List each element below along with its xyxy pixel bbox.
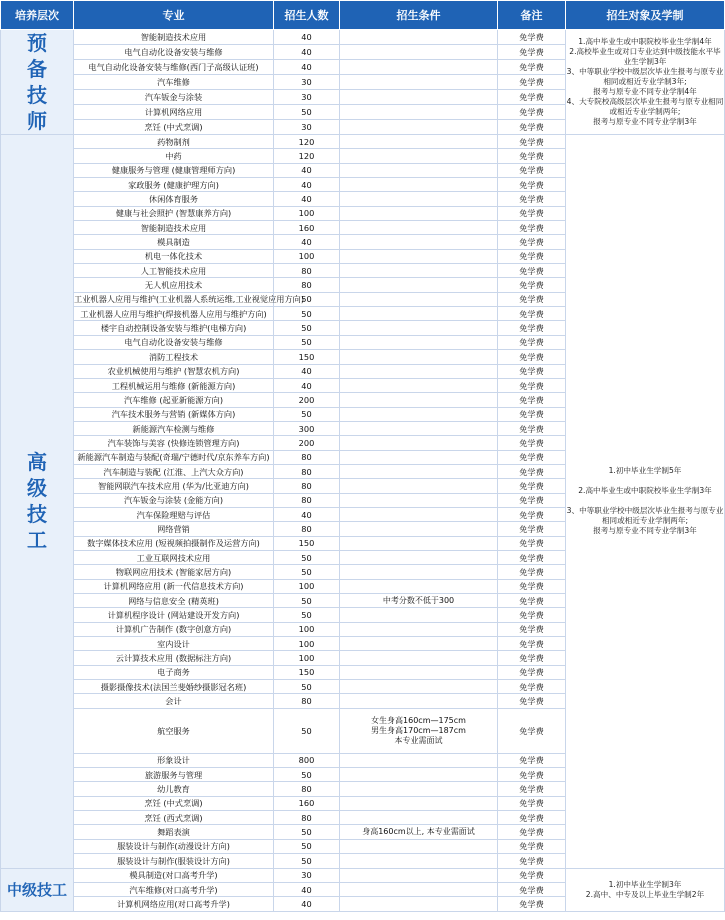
table-row bbox=[1, 135, 725, 149]
count-cell: 40 bbox=[274, 882, 340, 896]
condition-cell bbox=[340, 378, 498, 392]
fee-cell: 免学费 bbox=[498, 307, 566, 321]
table-body bbox=[1, 30, 725, 912]
condition-cell bbox=[340, 364, 498, 378]
major-cell: 健康与社会照护 (智慧康养方向) bbox=[74, 206, 274, 220]
major-cell: 形象设计 bbox=[74, 753, 274, 767]
major-cell: 模具制造(对口高考升学) bbox=[74, 868, 274, 882]
condition-cell bbox=[340, 651, 498, 665]
fee-cell: 免学费 bbox=[498, 507, 566, 521]
major-cell: 计算机程序设计 (网站建设开发方向) bbox=[74, 608, 274, 622]
count-cell: 50 bbox=[274, 854, 340, 868]
count-cell: 40 bbox=[274, 192, 340, 206]
fee-cell: 免学费 bbox=[498, 393, 566, 407]
count-cell: 50 bbox=[274, 105, 340, 120]
level-preparatory-technician: 预备技师 bbox=[1, 30, 74, 135]
count-cell: 100 bbox=[274, 651, 340, 665]
fee-cell: 免学费 bbox=[498, 651, 566, 665]
count-cell: 50 bbox=[274, 839, 340, 853]
condition-cell bbox=[340, 622, 498, 636]
fee-cell: 免学费 bbox=[498, 249, 566, 263]
fee-cell: 免学费 bbox=[498, 178, 566, 192]
fee-cell: 免学费 bbox=[498, 436, 566, 450]
condition-cell bbox=[340, 278, 498, 292]
condition-cell bbox=[340, 882, 498, 896]
count-cell: 80 bbox=[274, 811, 340, 825]
level-intermediate-technician: 中级技工 bbox=[1, 868, 74, 911]
header-remark: 备注 bbox=[498, 1, 566, 30]
fee-cell: 免学费 bbox=[498, 768, 566, 782]
fee-cell: 免学费 bbox=[498, 221, 566, 235]
fee-cell: 免学费 bbox=[498, 264, 566, 278]
major-cell: 旅游服务与管理 bbox=[74, 768, 274, 782]
condition-cell bbox=[340, 436, 498, 450]
count-cell: 40 bbox=[274, 60, 340, 75]
fee-cell: 免学费 bbox=[498, 60, 566, 75]
count-cell: 150 bbox=[274, 536, 340, 550]
major-cell: 烹饪 (中式烹调) bbox=[74, 796, 274, 810]
major-cell: 健康服务与管理 (健康管理师方向) bbox=[74, 163, 274, 177]
fee-cell: 免学费 bbox=[498, 421, 566, 435]
fee-cell: 免学费 bbox=[498, 782, 566, 796]
fee-cell: 免学费 bbox=[498, 536, 566, 550]
count-cell: 50 bbox=[274, 550, 340, 564]
count-cell: 50 bbox=[274, 407, 340, 421]
major-cell: 智能制造技术应用 bbox=[74, 221, 274, 235]
fee-cell: 免学费 bbox=[498, 897, 566, 911]
fee-cell: 免学费 bbox=[498, 30, 566, 45]
condition-cell bbox=[340, 665, 498, 679]
major-cell: 电气自动化设备安装与维修(西门子高级认证班) bbox=[74, 60, 274, 75]
fee-cell: 免学费 bbox=[498, 192, 566, 206]
fee-cell: 免学费 bbox=[498, 594, 566, 608]
fee-cell: 免学费 bbox=[498, 407, 566, 421]
fee-cell: 免学费 bbox=[498, 450, 566, 464]
fee-cell: 免学费 bbox=[498, 565, 566, 579]
count-cell: 40 bbox=[274, 364, 340, 378]
condition-cell bbox=[340, 637, 498, 651]
major-cell: 服装设计与制作(动漫设计方向) bbox=[74, 839, 274, 853]
condition-cell bbox=[340, 221, 498, 235]
major-cell: 休闲体育服务 bbox=[74, 192, 274, 206]
count-cell: 30 bbox=[274, 90, 340, 105]
count-cell: 80 bbox=[274, 464, 340, 478]
major-cell: 中药 bbox=[74, 149, 274, 163]
condition-cell bbox=[340, 90, 498, 105]
count-cell: 50 bbox=[274, 680, 340, 694]
major-cell: 汽车维修 (起亚新能源方向) bbox=[74, 393, 274, 407]
major-cell: 楼宇自动控制设备安装与维护(电梯方向) bbox=[74, 321, 274, 335]
count-cell: 200 bbox=[274, 393, 340, 407]
fee-cell: 免学费 bbox=[498, 839, 566, 853]
header-major: 专业 bbox=[74, 1, 274, 30]
fee-cell: 免学费 bbox=[498, 854, 566, 868]
count-cell: 160 bbox=[274, 221, 340, 235]
condition-cell bbox=[340, 694, 498, 708]
condition-cell bbox=[340, 421, 498, 435]
condition-cell bbox=[340, 120, 498, 135]
condition-cell bbox=[340, 536, 498, 550]
major-cell: 家政服务 (健康护理方向) bbox=[74, 178, 274, 192]
count-cell: 120 bbox=[274, 135, 340, 149]
major-cell: 计算机网络应用 (新一代信息技术方向) bbox=[74, 579, 274, 593]
major-cell: 模具制造 bbox=[74, 235, 274, 249]
fee-cell: 免学费 bbox=[498, 811, 566, 825]
major-cell: 工业机器人应用与维护(工业机器人系统运维,工业视觉应用方向) bbox=[74, 292, 274, 306]
fee-cell: 免学费 bbox=[498, 364, 566, 378]
count-cell: 100 bbox=[274, 637, 340, 651]
fee-cell: 免学费 bbox=[498, 882, 566, 896]
condition-cell bbox=[340, 105, 498, 120]
count-cell: 50 bbox=[274, 708, 340, 753]
condition-cell bbox=[340, 321, 498, 335]
count-cell: 100 bbox=[274, 622, 340, 636]
major-cell: 机电一体化技术 bbox=[74, 249, 274, 263]
fee-cell: 免学费 bbox=[498, 135, 566, 149]
count-cell: 150 bbox=[274, 665, 340, 679]
count-cell: 80 bbox=[274, 694, 340, 708]
major-cell: 数字媒体技术应用 (短视频拍摄制作及运营方向) bbox=[74, 536, 274, 550]
count-cell: 40 bbox=[274, 45, 340, 60]
condition-cell bbox=[340, 45, 498, 60]
fee-cell: 免学费 bbox=[498, 608, 566, 622]
fee-cell: 免学费 bbox=[498, 665, 566, 679]
fee-cell: 免学费 bbox=[498, 550, 566, 564]
condition-cell bbox=[340, 464, 498, 478]
count-cell: 80 bbox=[274, 522, 340, 536]
count-cell: 30 bbox=[274, 75, 340, 90]
condition-cell bbox=[340, 796, 498, 810]
major-cell: 计算机广告制作 (数字创意方向) bbox=[74, 622, 274, 636]
count-cell: 50 bbox=[274, 594, 340, 608]
condition-cell bbox=[340, 407, 498, 421]
header-target: 招生对象及学制 bbox=[566, 1, 725, 30]
fee-cell: 免学费 bbox=[498, 708, 566, 753]
major-cell: 网络营销 bbox=[74, 522, 274, 536]
major-cell: 幼儿教育 bbox=[74, 782, 274, 796]
major-cell: 汽车钣金与涂装 (金能方向) bbox=[74, 493, 274, 507]
condition-cell bbox=[340, 450, 498, 464]
condition-cell bbox=[340, 163, 498, 177]
fee-cell: 免学费 bbox=[498, 522, 566, 536]
fee-cell: 免学费 bbox=[498, 149, 566, 163]
condition-cell bbox=[340, 768, 498, 782]
condition-cell bbox=[340, 350, 498, 364]
header-row bbox=[1, 1, 725, 30]
fee-cell: 免学费 bbox=[498, 105, 566, 120]
count-cell: 50 bbox=[274, 608, 340, 622]
count-cell: 80 bbox=[274, 278, 340, 292]
major-cell: 汽车技术服务与营销 (新媒体方向) bbox=[74, 407, 274, 421]
major-cell: 航空服务 bbox=[74, 708, 274, 753]
condition-cell bbox=[340, 868, 498, 882]
major-cell: 人工智能技术应用 bbox=[74, 264, 274, 278]
fee-cell: 免学费 bbox=[498, 378, 566, 392]
fee-cell: 免学费 bbox=[498, 335, 566, 349]
condition-cell: 身高160cm以上, 本专业需面试 bbox=[340, 825, 498, 839]
condition-cell: 女生身高160cm—175cm 男生身高170cm—187cm 本专业需面试 bbox=[340, 708, 498, 753]
condition-cell bbox=[340, 839, 498, 853]
fee-cell: 免学费 bbox=[498, 868, 566, 882]
major-cell: 汽车维修 bbox=[74, 75, 274, 90]
major-cell: 网络与信息安全 (精英班) bbox=[74, 594, 274, 608]
condition-cell bbox=[340, 393, 498, 407]
major-cell: 汽车制造与装配 (江淮、上汽大众方向) bbox=[74, 464, 274, 478]
count-cell: 50 bbox=[274, 321, 340, 335]
count-cell: 80 bbox=[274, 493, 340, 507]
condition-cell bbox=[340, 30, 498, 45]
count-cell: 40 bbox=[274, 30, 340, 45]
fee-cell: 免学费 bbox=[498, 622, 566, 636]
major-cell: 服装设计与制作(服装设计方向) bbox=[74, 854, 274, 868]
major-cell: 电气自动化设备安装与维修 bbox=[74, 45, 274, 60]
condition-cell bbox=[340, 479, 498, 493]
major-cell: 汽车装饰与美容 (快修连锁管理方向) bbox=[74, 436, 274, 450]
condition-cell bbox=[340, 854, 498, 868]
table-row bbox=[1, 30, 725, 45]
major-cell: 计算机网络应用 bbox=[74, 105, 274, 120]
major-cell: 云计算技术应用 (数据标注方向) bbox=[74, 651, 274, 665]
condition-cell bbox=[340, 335, 498, 349]
level-senior-technician: 高级技工 bbox=[1, 135, 74, 869]
count-cell: 120 bbox=[274, 149, 340, 163]
fee-cell: 免学费 bbox=[498, 292, 566, 306]
target-and-duration-cell: 1.高中毕业生或中职院校毕业生学制4年 2.高校毕业生或对口专业达到中级技能水平毕业生学制3年 3、中等职业学校中级层次毕业生报考与原专业相同或相近专业学制3年; 报考与原专业不同专业学制4年 4、大专院校高级层次毕业生报考与原专业相同或相近专业学制两年; 报考与原专业不同专业学制3年 bbox=[566, 30, 725, 135]
condition-cell bbox=[340, 811, 498, 825]
condition-cell bbox=[340, 206, 498, 220]
count-cell: 40 bbox=[274, 163, 340, 177]
fee-cell: 免学费 bbox=[498, 796, 566, 810]
count-cell: 50 bbox=[274, 335, 340, 349]
count-cell: 80 bbox=[274, 479, 340, 493]
count-cell: 50 bbox=[274, 307, 340, 321]
condition-cell bbox=[340, 75, 498, 90]
count-cell: 50 bbox=[274, 825, 340, 839]
count-cell: 50 bbox=[274, 565, 340, 579]
major-cell: 消防工程技术 bbox=[74, 350, 274, 364]
count-cell: 40 bbox=[274, 235, 340, 249]
major-cell: 新能源汽车制造与装配(奇瑞/宁德时代/京东养车方向) bbox=[74, 450, 274, 464]
condition-cell bbox=[340, 579, 498, 593]
major-cell: 电气自动化设备安装与维修 bbox=[74, 335, 274, 349]
count-cell: 30 bbox=[274, 120, 340, 135]
fee-cell: 免学费 bbox=[498, 825, 566, 839]
fee-cell: 免学费 bbox=[498, 120, 566, 135]
fee-cell: 免学费 bbox=[498, 278, 566, 292]
major-cell: 烹饪 (西式烹调) bbox=[74, 811, 274, 825]
fee-cell: 免学费 bbox=[498, 464, 566, 478]
count-cell: 30 bbox=[274, 868, 340, 882]
condition-cell bbox=[340, 149, 498, 163]
major-cell: 室内设计 bbox=[74, 637, 274, 651]
count-cell: 200 bbox=[274, 436, 340, 450]
fee-cell: 免学费 bbox=[498, 680, 566, 694]
major-cell: 汽车维修(对口高考升学) bbox=[74, 882, 274, 896]
major-cell: 舞蹈表演 bbox=[74, 825, 274, 839]
major-cell: 新能源汽车检测与维修 bbox=[74, 421, 274, 435]
condition-cell bbox=[340, 493, 498, 507]
fee-cell: 免学费 bbox=[498, 206, 566, 220]
condition-cell bbox=[340, 522, 498, 536]
condition-cell bbox=[340, 178, 498, 192]
count-cell: 150 bbox=[274, 350, 340, 364]
count-cell: 100 bbox=[274, 579, 340, 593]
header-count: 招生人数 bbox=[274, 1, 340, 30]
fee-cell: 免学费 bbox=[498, 493, 566, 507]
header-condition: 招生条件 bbox=[340, 1, 498, 30]
count-cell: 50 bbox=[274, 768, 340, 782]
major-cell: 无人机应用技术 bbox=[74, 278, 274, 292]
count-cell: 80 bbox=[274, 264, 340, 278]
count-cell: 100 bbox=[274, 206, 340, 220]
major-cell: 物联网应用技术 (智能家居方向) bbox=[74, 565, 274, 579]
condition-cell bbox=[340, 264, 498, 278]
count-cell: 50 bbox=[274, 292, 340, 306]
target-and-duration-cell: 1.初中毕业生学制3年 2.高中、中专及以上毕业生学制2年 bbox=[566, 868, 725, 911]
target-and-duration-cell: 1.初中毕业生学制5年 2.高中毕业生或中职院校毕业生学制3年 3、中等职业学校中级层次毕业生报考与原专业相同或相近专业学制两年; 报考与原专业不同专业学制3年 bbox=[566, 135, 725, 869]
condition-cell bbox=[340, 135, 498, 149]
condition-cell bbox=[340, 753, 498, 767]
count-cell: 40 bbox=[274, 178, 340, 192]
fee-cell: 免学费 bbox=[498, 694, 566, 708]
count-cell: 100 bbox=[274, 249, 340, 263]
major-cell: 摄影摄像技术(法国兰斐婚纱摄影冠名班) bbox=[74, 680, 274, 694]
major-cell: 智能制造技术应用 bbox=[74, 30, 274, 45]
count-cell: 40 bbox=[274, 507, 340, 521]
condition-cell bbox=[340, 292, 498, 306]
fee-cell: 免学费 bbox=[498, 479, 566, 493]
major-cell: 汽车保险理赔与评估 bbox=[74, 507, 274, 521]
condition-cell bbox=[340, 550, 498, 564]
major-cell: 工业机器人应用与维护(焊接机器人应用与维护方向) bbox=[74, 307, 274, 321]
fee-cell: 免学费 bbox=[498, 321, 566, 335]
fee-cell: 免学费 bbox=[498, 163, 566, 177]
fee-cell: 免学费 bbox=[498, 350, 566, 364]
major-cell: 工程机械运用与维修 (新能源方向) bbox=[74, 378, 274, 392]
fee-cell: 免学费 bbox=[498, 579, 566, 593]
condition-cell bbox=[340, 565, 498, 579]
fee-cell: 免学费 bbox=[498, 235, 566, 249]
major-cell: 汽车钣金与涂装 bbox=[74, 90, 274, 105]
major-cell: 智能网联汽车技术应用 (华为/比亚迪方向) bbox=[74, 479, 274, 493]
table-row bbox=[1, 868, 725, 882]
condition-cell: 中考分数不低于300 bbox=[340, 594, 498, 608]
fee-cell: 免学费 bbox=[498, 753, 566, 767]
count-cell: 40 bbox=[274, 378, 340, 392]
condition-cell bbox=[340, 897, 498, 911]
condition-cell bbox=[340, 680, 498, 694]
count-cell: 80 bbox=[274, 450, 340, 464]
fee-cell: 免学费 bbox=[498, 637, 566, 651]
condition-cell bbox=[340, 235, 498, 249]
condition-cell bbox=[340, 249, 498, 263]
condition-cell bbox=[340, 307, 498, 321]
count-cell: 80 bbox=[274, 782, 340, 796]
condition-cell bbox=[340, 782, 498, 796]
major-cell: 工业互联网技术应用 bbox=[74, 550, 274, 564]
fee-cell: 免学费 bbox=[498, 45, 566, 60]
fee-cell: 免学费 bbox=[498, 90, 566, 105]
condition-cell bbox=[340, 192, 498, 206]
count-cell: 800 bbox=[274, 753, 340, 767]
count-cell: 160 bbox=[274, 796, 340, 810]
major-cell: 药物制剂 bbox=[74, 135, 274, 149]
major-cell: 农业机械使用与维护 (智慧农机方向) bbox=[74, 364, 274, 378]
major-cell: 电子商务 bbox=[74, 665, 274, 679]
fee-cell: 免学费 bbox=[498, 75, 566, 90]
condition-cell bbox=[340, 507, 498, 521]
condition-cell bbox=[340, 60, 498, 75]
count-cell: 40 bbox=[274, 897, 340, 911]
condition-cell bbox=[340, 608, 498, 622]
major-cell: 会计 bbox=[74, 694, 274, 708]
count-cell: 300 bbox=[274, 421, 340, 435]
major-cell: 烹饪 (中式烹调) bbox=[74, 120, 274, 135]
header-level: 培养层次 bbox=[1, 1, 74, 30]
major-cell: 计算机网络应用(对口高考升学) bbox=[74, 897, 274, 911]
